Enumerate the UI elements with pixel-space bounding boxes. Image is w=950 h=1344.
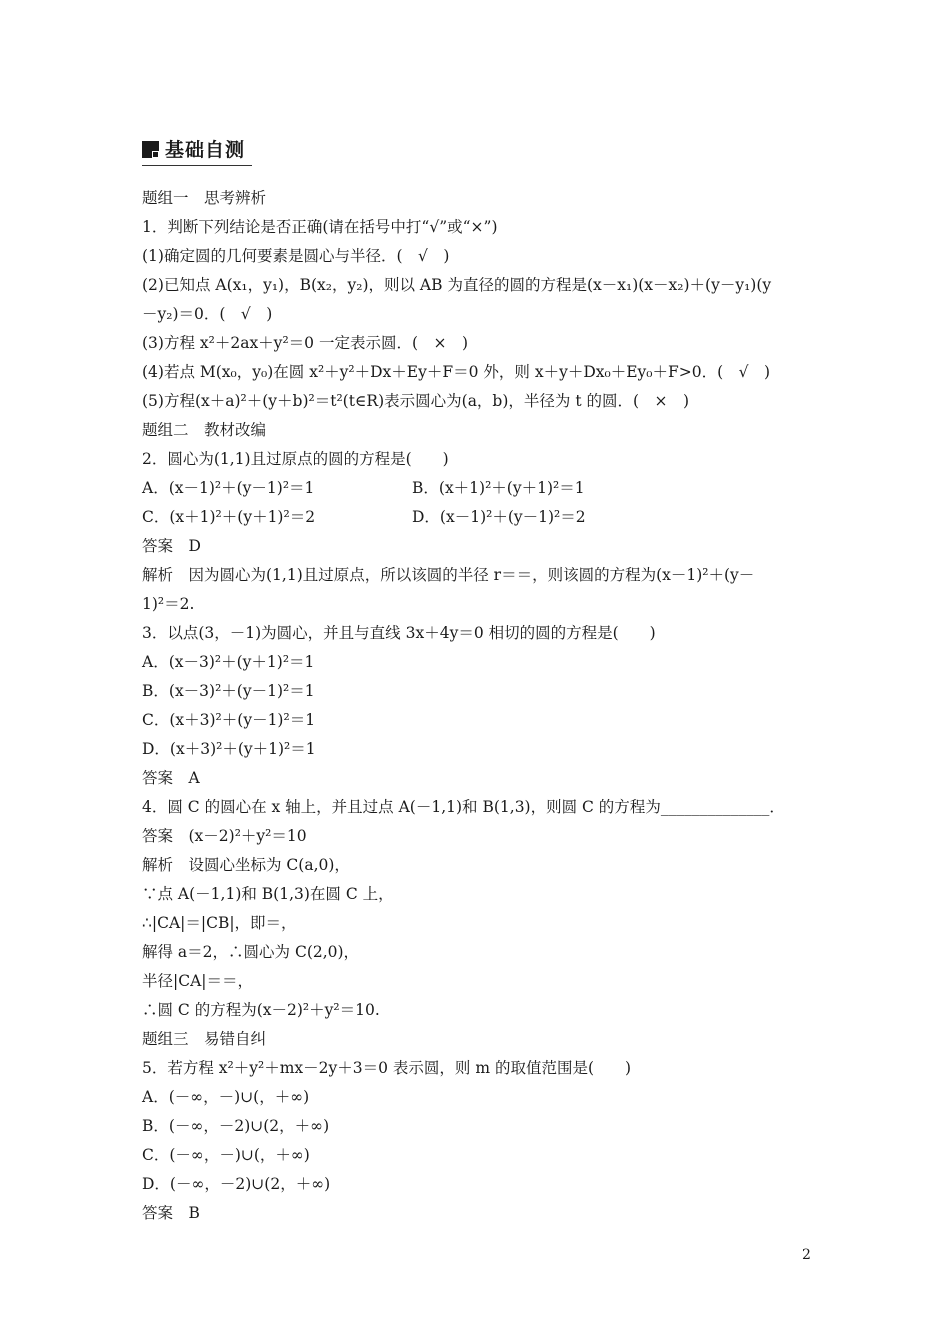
option-c: C．(x＋1)²＋(y＋1)²＝2 <box>142 508 316 526</box>
explanation-step: 半径|CA|＝＝， <box>142 972 253 990</box>
section-heading <box>142 138 252 166</box>
answer: 答案 D <box>142 537 201 555</box>
exercise-content <box>142 184 822 1228</box>
statement-2: (2)已知点 A(x₁，y₁)，B(x₂，y₂)，则以 AB 为直径的圆的方程是(x－x₁)(x－x₂)＋(y－y₁)(y <box>142 276 772 294</box>
answer: 答案 B <box>142 1204 200 1222</box>
question-stem: 2．圆心为(1,1)且过原点的圆的方程是( ) <box>142 450 449 468</box>
group-title: 题组二 教材改编 <box>142 421 267 439</box>
explanation-step: ∵点 A(－1,1)和 B(1,3)在圆 C 上， <box>142 885 394 903</box>
statement-1: (1)确定圆的几何要素是圆心与半径．( √ ) <box>142 247 450 265</box>
statement-4: (4)若点 M(x₀，y₀)在圆 x²＋y²＋Dx＋Ey＋F＝0 外，则 x＋y＋Dx₀＋Ey₀＋F>0．( √ ) <box>142 363 771 381</box>
question-stem: 1．判断下列结论是否正确(请在括号中打“√”或“×”) <box>142 218 498 236</box>
answer: 答案 (x－2)²＋y²＝10 <box>142 827 307 845</box>
options-row <box>142 474 822 503</box>
question-stem: 5．若方程 x²＋y²＋mx－2y＋3＝0 表示圆，则 m 的取值范围是( ) <box>142 1059 632 1077</box>
option-b: B．(x＋1)²＋(y＋1)²＝1 <box>412 479 585 497</box>
answer: 答案 A <box>142 769 200 787</box>
explanation-step: ∴圆 C 的方程为(x－2)²＋y²＝10. <box>142 1001 380 1019</box>
statement-3: (3)方程 x²＋2ax＋y²＝0 一定表示圆．( × ) <box>142 334 469 352</box>
option-a: A．(x－3)²＋(y＋1)²＝1 <box>142 653 315 671</box>
option-d: D．(x－1)²＋(y－1)²＝2 <box>412 508 586 526</box>
statement-5: (5)方程(x＋a)²＋(y＋b)²＝t²(t∈R)表示圆心为(a，b)，半径为 t 的圆．( × ) <box>142 392 690 410</box>
group-title: 题组三 易错自纠 <box>142 1030 267 1048</box>
section-title: 基础自测 <box>165 139 246 161</box>
option-d: D．(x＋3)²＋(y＋1)²＝1 <box>142 740 316 758</box>
option-a: A．(x－1)²＋(y－1)²＝1 <box>142 479 315 497</box>
explanation: 解析 因为圆心为(1,1)且过原点，所以该圆的半径 r＝＝，则该圆的方程为(x－1)²＋(y－ <box>142 566 755 584</box>
options-row <box>142 503 822 532</box>
page-number: 2 <box>802 1247 811 1263</box>
option-c: C．(－∞，－)∪(，＋∞) <box>142 1146 310 1164</box>
explanation-cont: 1)²＝2. <box>142 595 195 613</box>
section-marker-icon <box>142 141 159 158</box>
statement-2-cont: －y₂)＝0．( √ ) <box>142 305 273 323</box>
question-stem: 4．圆 C 的圆心在 x 轴上，并且过点 A(－1,1)和 B(1,3)，则圆 C 的方程为______________． <box>142 798 785 816</box>
option-a: A．(－∞，－)∪(，＋∞) <box>142 1088 310 1106</box>
option-c: C．(x＋3)²＋(y－1)²＝1 <box>142 711 316 729</box>
explanation-step: 解得 a＝2，∴圆心为 C(2,0)， <box>142 943 360 961</box>
group-title: 题组一 思考辨析 <box>142 189 267 207</box>
explanation-step: ∴|CA|＝|CB|，即＝， <box>142 914 297 932</box>
option-b: B．(－∞，－2)∪(2，＋∞) <box>142 1117 330 1135</box>
question-stem: 3．以点(3，－1)为圆心，并且与直线 3x＋4y＝0 相切的圆的方程是( ) <box>142 624 656 642</box>
explanation: 解析 设圆心坐标为 C(a,0)， <box>142 856 350 874</box>
option-d: D．(－∞，－2)∪(2，＋∞) <box>142 1175 331 1193</box>
option-b: B．(x－3)²＋(y－1)²＝1 <box>142 682 315 700</box>
